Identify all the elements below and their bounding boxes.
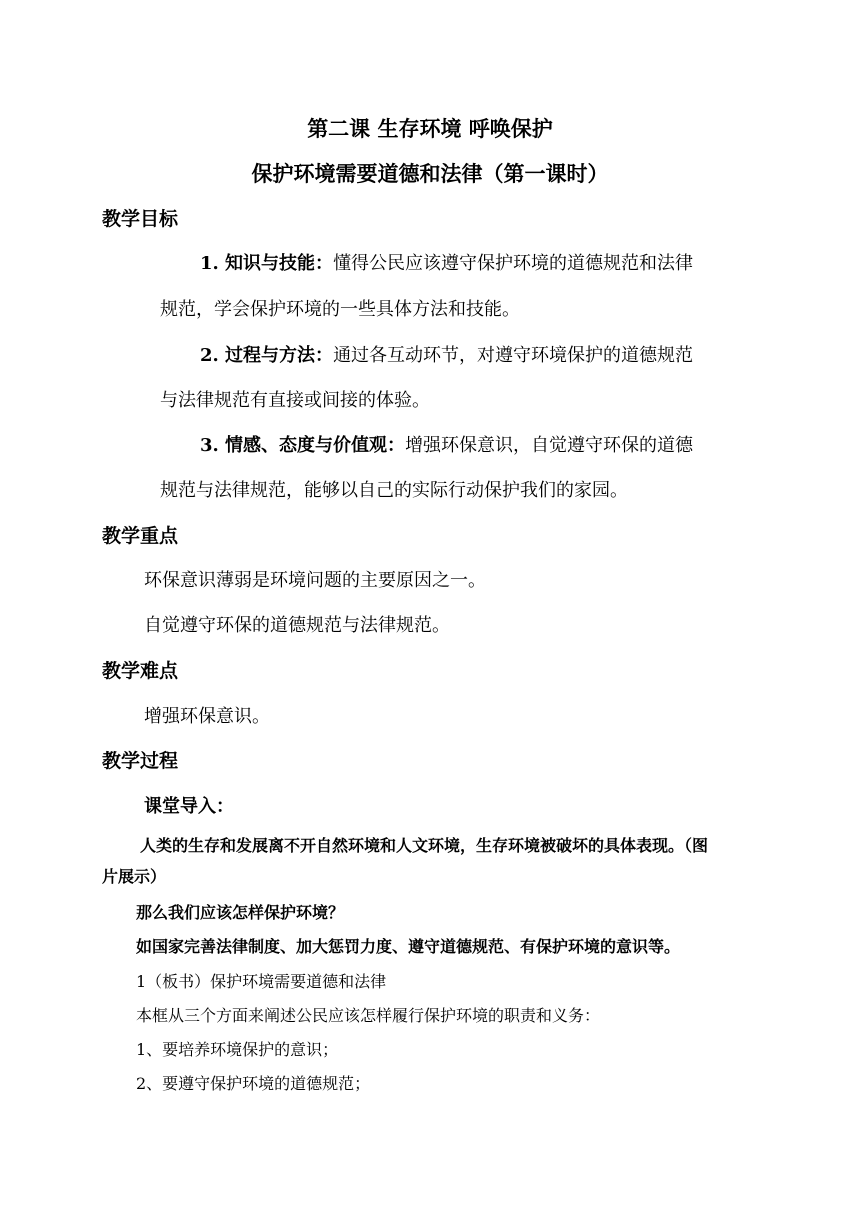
list-item-1: 1、要培养环境保护的意识；	[136, 1040, 339, 1059]
process-heading: 教学过程	[102, 750, 179, 772]
objective-3-line2: 规范与法律规范，能够以自己的实际行动保护我们的家园。	[160, 480, 628, 501]
difficulty-1: 增强环保意识。	[144, 706, 270, 727]
key-point-2: 自觉遵守环保的道德规范与法律规范。	[144, 615, 450, 636]
key-point-1: 环保意识薄弱是环境问题的主要原因之一。	[144, 570, 486, 591]
intro-paragraph-line2: 片展示）	[102, 867, 167, 886]
objective-3-text: 增强环保意识，自觉遵守环保的道德	[405, 435, 694, 456]
objective-3-label: 3. 情感、态度与价值观：	[200, 435, 406, 456]
objective-1-line1	[200, 249, 693, 275]
board-note: 1（板书）保护环境需要道德和法律	[136, 972, 387, 991]
objectives-heading: 教学目标	[102, 208, 179, 230]
difficulties-heading: 教学难点	[102, 660, 179, 682]
intro-question: 那么我们应该怎样保护环境？	[136, 903, 345, 922]
objective-1-line2: 规范，学会保护环境的一些具体方法和技能。	[160, 299, 520, 320]
key-points-heading: 教学重点	[102, 525, 179, 547]
list-item-2: 2、要遵守保护环境的道德规范；	[136, 1074, 371, 1093]
document-title: 第二课 生存环境 呼唤保护	[307, 117, 553, 141]
objective-1-text: 懂得公民应该遵守保护环境的道德规范和法律	[333, 253, 694, 274]
frame-intro: 本框从三个方面来阐述公民应该怎样履行保护环境的职责和义务：	[136, 1006, 601, 1025]
intro-paragraph-line1: 人类的生存和发展离不开自然环境和人文环境，生存环境被破坏的具体表现。（图	[140, 836, 709, 855]
objective-2-text: 通过各互动环节，对遵守环境保护的道德规范	[333, 345, 694, 366]
objective-2-line1	[200, 341, 693, 367]
objective-2-line2: 与法律规范有直接或间接的体验。	[160, 390, 430, 411]
objective-3-line1	[200, 431, 693, 457]
intro-label: 课堂导入：	[144, 796, 234, 817]
objective-1-label: 1. 知识与技能：	[200, 253, 334, 274]
objective-2-label: 2. 过程与方法：	[200, 345, 334, 366]
intro-answer: 如国家完善法律制度、加大惩罚力度、遵守道德规范、有保护环境的意识等。	[136, 937, 681, 956]
document-subtitle: 保护环境需要道德和法律（第一课时）	[251, 162, 609, 186]
